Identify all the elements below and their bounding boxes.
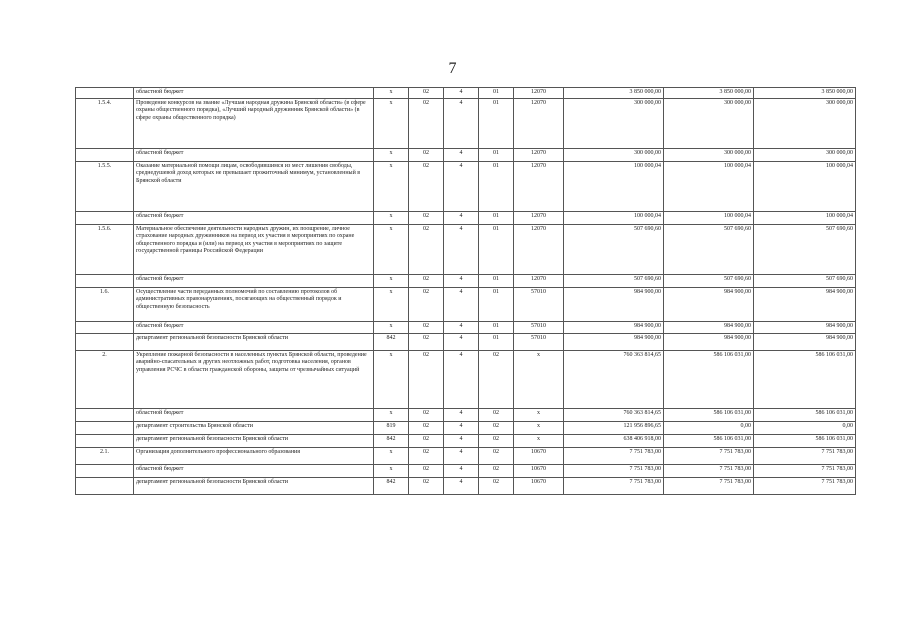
row-number: 1.6. — [76, 287, 134, 321]
amount-year-1: 507 690,60 — [564, 274, 664, 287]
budget-table — [75, 87, 856, 495]
row-name: Проведение конкурсов на звание «Лучшая народная дружина Брянской области» (в сфере охраны общественного порядка), «Лучший народный дружинник Брянской области» (в сфере охраны общественного порядка) — [134, 98, 374, 148]
section-code: 02 — [409, 408, 444, 421]
row-number — [76, 321, 134, 333]
table-row — [76, 98, 856, 148]
program-code: 02 — [479, 421, 514, 434]
subsection-code: 4 — [444, 287, 479, 321]
amount-year-2: 586 106 031,00 — [664, 350, 754, 408]
table-row — [76, 421, 856, 434]
grbs-code: 842 — [374, 477, 409, 494]
expense-code: 12070 — [514, 98, 564, 148]
expense-code: 12070 — [514, 224, 564, 274]
program-code: 01 — [479, 148, 514, 161]
amount-year-1: 3 850 000,00 — [564, 88, 664, 99]
row-number: 1.5.5. — [76, 161, 134, 211]
amount-year-2: 507 690,60 — [664, 274, 754, 287]
amount-year-1: 300 000,00 — [564, 98, 664, 148]
section-code: 02 — [409, 211, 444, 224]
grbs-code: x — [374, 447, 409, 464]
subsection-code: 4 — [444, 447, 479, 464]
table-row — [76, 447, 856, 464]
amount-year-3: 100 000,04 — [754, 161, 856, 211]
row-name: областной бюджет — [134, 211, 374, 224]
program-code: 01 — [479, 224, 514, 274]
section-code: 02 — [409, 98, 444, 148]
row-number: 2.1. — [76, 447, 134, 464]
amount-year-3: 7 751 783,00 — [754, 447, 856, 464]
expense-code: x — [514, 408, 564, 421]
program-code: 02 — [479, 434, 514, 447]
row-name: департамент региональной безопасности Брянской области — [134, 333, 374, 350]
row-name: департамент региональной безопасности Брянской области — [134, 477, 374, 494]
row-name: областной бюджет — [134, 321, 374, 333]
grbs-code: x — [374, 287, 409, 321]
subsection-code: 4 — [444, 321, 479, 333]
subsection-code: 4 — [444, 434, 479, 447]
row-number: 1.5.6. — [76, 224, 134, 274]
grbs-code: x — [374, 464, 409, 477]
expense-code: 10670 — [514, 464, 564, 477]
row-name: областной бюджет — [134, 408, 374, 421]
amount-year-1: 638 406 918,00 — [564, 434, 664, 447]
row-number — [76, 333, 134, 350]
grbs-code: x — [374, 274, 409, 287]
table-row — [76, 477, 856, 494]
subsection-code: 4 — [444, 408, 479, 421]
table-row — [76, 161, 856, 211]
grbs-code: 842 — [374, 434, 409, 447]
section-code: 02 — [409, 224, 444, 274]
expense-code: 57010 — [514, 321, 564, 333]
amount-year-3: 300 000,00 — [754, 98, 856, 148]
program-code: 02 — [479, 477, 514, 494]
expense-code: 57010 — [514, 333, 564, 350]
section-code: 02 — [409, 88, 444, 99]
expense-code: 10670 — [514, 447, 564, 464]
amount-year-1: 760 363 814,65 — [564, 350, 664, 408]
amount-year-2: 300 000,00 — [664, 98, 754, 148]
section-code: 02 — [409, 464, 444, 477]
expense-code: x — [514, 434, 564, 447]
row-name: областной бюджет — [134, 464, 374, 477]
section-code: 02 — [409, 350, 444, 408]
table-row — [76, 408, 856, 421]
section-code: 02 — [409, 287, 444, 321]
row-number — [76, 477, 134, 494]
program-code: 02 — [479, 350, 514, 408]
program-code: 01 — [479, 211, 514, 224]
expense-code: 12070 — [514, 88, 564, 99]
amount-year-2: 100 000,04 — [664, 211, 754, 224]
grbs-code: x — [374, 98, 409, 148]
row-name: департамент строительства Брянской области — [134, 421, 374, 434]
expense-code: 57010 — [514, 287, 564, 321]
program-code: 01 — [479, 287, 514, 321]
program-code: 02 — [479, 408, 514, 421]
expense-code: 12070 — [514, 161, 564, 211]
expense-code: 12070 — [514, 148, 564, 161]
row-name: департамент региональной безопасности Брянской области — [134, 434, 374, 447]
table-row — [76, 350, 856, 408]
row-number — [76, 464, 134, 477]
amount-year-3: 3 850 000,00 — [754, 88, 856, 99]
amount-year-3: 100 000,04 — [754, 211, 856, 224]
table-row — [76, 88, 856, 99]
expense-code: 10670 — [514, 477, 564, 494]
amount-year-1: 760 363 814,65 — [564, 408, 664, 421]
section-code: 02 — [409, 274, 444, 287]
table-row — [76, 321, 856, 333]
row-name: Оказание материальной помощи лицам, освободившимся из мест лишения свободы, среднедушевой доход которых не превышает прожиточный минимум, установленный в Брянской области — [134, 161, 374, 211]
amount-year-1: 121 956 896,65 — [564, 421, 664, 434]
amount-year-3: 586 106 031,00 — [754, 408, 856, 421]
section-code: 02 — [409, 148, 444, 161]
table-row — [76, 434, 856, 447]
program-code: 02 — [479, 447, 514, 464]
section-code: 02 — [409, 447, 444, 464]
program-code: 01 — [479, 321, 514, 333]
amount-year-1: 7 751 783,00 — [564, 464, 664, 477]
subsection-code: 4 — [444, 148, 479, 161]
row-name: областной бюджет — [134, 274, 374, 287]
row-name: областной бюджет — [134, 88, 374, 99]
subsection-code: 4 — [444, 161, 479, 211]
grbs-code: 819 — [374, 421, 409, 434]
row-number — [76, 274, 134, 287]
amount-year-1: 300 000,00 — [564, 148, 664, 161]
program-code: 01 — [479, 274, 514, 287]
amount-year-2: 984 900,00 — [664, 287, 754, 321]
page-number: 7 — [448, 60, 457, 77]
program-code: 01 — [479, 333, 514, 350]
program-code: 01 — [479, 88, 514, 99]
row-number — [76, 211, 134, 224]
amount-year-2: 7 751 783,00 — [664, 477, 754, 494]
subsection-code: 4 — [444, 274, 479, 287]
amount-year-1: 984 900,00 — [564, 321, 664, 333]
amount-year-2: 586 106 031,00 — [664, 434, 754, 447]
amount-year-3: 586 106 031,00 — [754, 350, 856, 408]
amount-year-3: 984 900,00 — [754, 333, 856, 350]
grbs-code: x — [374, 321, 409, 333]
amount-year-3: 7 751 783,00 — [754, 477, 856, 494]
row-name: Укрепление пожарной безопасности в населенных пунктах Брянской области, проведение аварийно-спасательных и других неотложных работ, подготовка населения, органов управления РСЧС в области гражданской обороны, защиты от чрезвычайных ситуаций — [134, 350, 374, 408]
amount-year-3: 0,00 — [754, 421, 856, 434]
program-code: 01 — [479, 98, 514, 148]
program-code: 01 — [479, 161, 514, 211]
amount-year-3: 507 690,60 — [754, 224, 856, 274]
table-row — [76, 224, 856, 274]
expense-code: 12070 — [514, 211, 564, 224]
amount-year-2: 984 900,00 — [664, 321, 754, 333]
section-code: 02 — [409, 434, 444, 447]
grbs-code: 842 — [374, 333, 409, 350]
amount-year-2: 7 751 783,00 — [664, 464, 754, 477]
table-row — [76, 287, 856, 321]
section-code: 02 — [409, 321, 444, 333]
amount-year-1: 100 000,04 — [564, 161, 664, 211]
subsection-code: 4 — [444, 333, 479, 350]
amount-year-2: 300 000,00 — [664, 148, 754, 161]
amount-year-2: 0,00 — [664, 421, 754, 434]
row-name: Материальное обеспечение деятельности народных дружин, их поощрение, личное страхование народных дружинников на период их участия в мероприятиях по охране общественного порядка и (или) на период их участия в мероприятиях по защите государственной границы Российской Федерации — [134, 224, 374, 274]
expense-code: x — [514, 421, 564, 434]
table-row — [76, 464, 856, 477]
row-number — [76, 421, 134, 434]
row-number — [76, 434, 134, 447]
section-code: 02 — [409, 421, 444, 434]
amount-year-3: 507 690,60 — [754, 274, 856, 287]
row-number — [76, 408, 134, 421]
subsection-code: 4 — [444, 224, 479, 274]
grbs-code: x — [374, 224, 409, 274]
amount-year-1: 984 900,00 — [564, 333, 664, 350]
amount-year-1: 7 751 783,00 — [564, 477, 664, 494]
table-row — [76, 274, 856, 287]
table-row — [76, 148, 856, 161]
table-row — [76, 211, 856, 224]
amount-year-3: 586 106 031,00 — [754, 434, 856, 447]
row-name: областной бюджет — [134, 148, 374, 161]
amount-year-2: 984 900,00 — [664, 333, 754, 350]
amount-year-3: 984 900,00 — [754, 321, 856, 333]
row-number: 2. — [76, 350, 134, 408]
grbs-code: x — [374, 350, 409, 408]
subsection-code: 4 — [444, 350, 479, 408]
amount-year-3: 300 000,00 — [754, 148, 856, 161]
grbs-code: x — [374, 161, 409, 211]
subsection-code: 4 — [444, 464, 479, 477]
amount-year-1: 984 900,00 — [564, 287, 664, 321]
row-number — [76, 88, 134, 99]
section-code: 02 — [409, 477, 444, 494]
subsection-code: 4 — [444, 88, 479, 99]
amount-year-1: 100 000,04 — [564, 211, 664, 224]
grbs-code: x — [374, 148, 409, 161]
subsection-code: 4 — [444, 477, 479, 494]
expense-code: 12070 — [514, 274, 564, 287]
amount-year-2: 100 000,04 — [664, 161, 754, 211]
section-code: 02 — [409, 161, 444, 211]
amount-year-2: 507 690,60 — [664, 224, 754, 274]
expense-code: x — [514, 350, 564, 408]
amount-year-1: 507 690,60 — [564, 224, 664, 274]
table-body — [76, 88, 856, 495]
row-number — [76, 148, 134, 161]
grbs-code: x — [374, 408, 409, 421]
subsection-code: 4 — [444, 211, 479, 224]
amount-year-3: 7 751 783,00 — [754, 464, 856, 477]
subsection-code: 4 — [444, 421, 479, 434]
table-row — [76, 333, 856, 350]
amount-year-1: 7 751 783,00 — [564, 447, 664, 464]
grbs-code: x — [374, 211, 409, 224]
subsection-code: 4 — [444, 98, 479, 148]
grbs-code: x — [374, 88, 409, 99]
program-code: 02 — [479, 464, 514, 477]
section-code: 02 — [409, 333, 444, 350]
amount-year-3: 984 900,00 — [754, 287, 856, 321]
row-name: Организация дополнительного профессионального образования — [134, 447, 374, 464]
amount-year-2: 3 850 000,00 — [664, 88, 754, 99]
row-name: Осуществление части переданных полномочий по составлению протоколов об административных правонарушениях, посягающих на общественный порядок и общественную безопасность — [134, 287, 374, 321]
row-number: 1.5.4. — [76, 98, 134, 148]
amount-year-2: 586 106 031,00 — [664, 408, 754, 421]
amount-year-2: 7 751 783,00 — [664, 447, 754, 464]
